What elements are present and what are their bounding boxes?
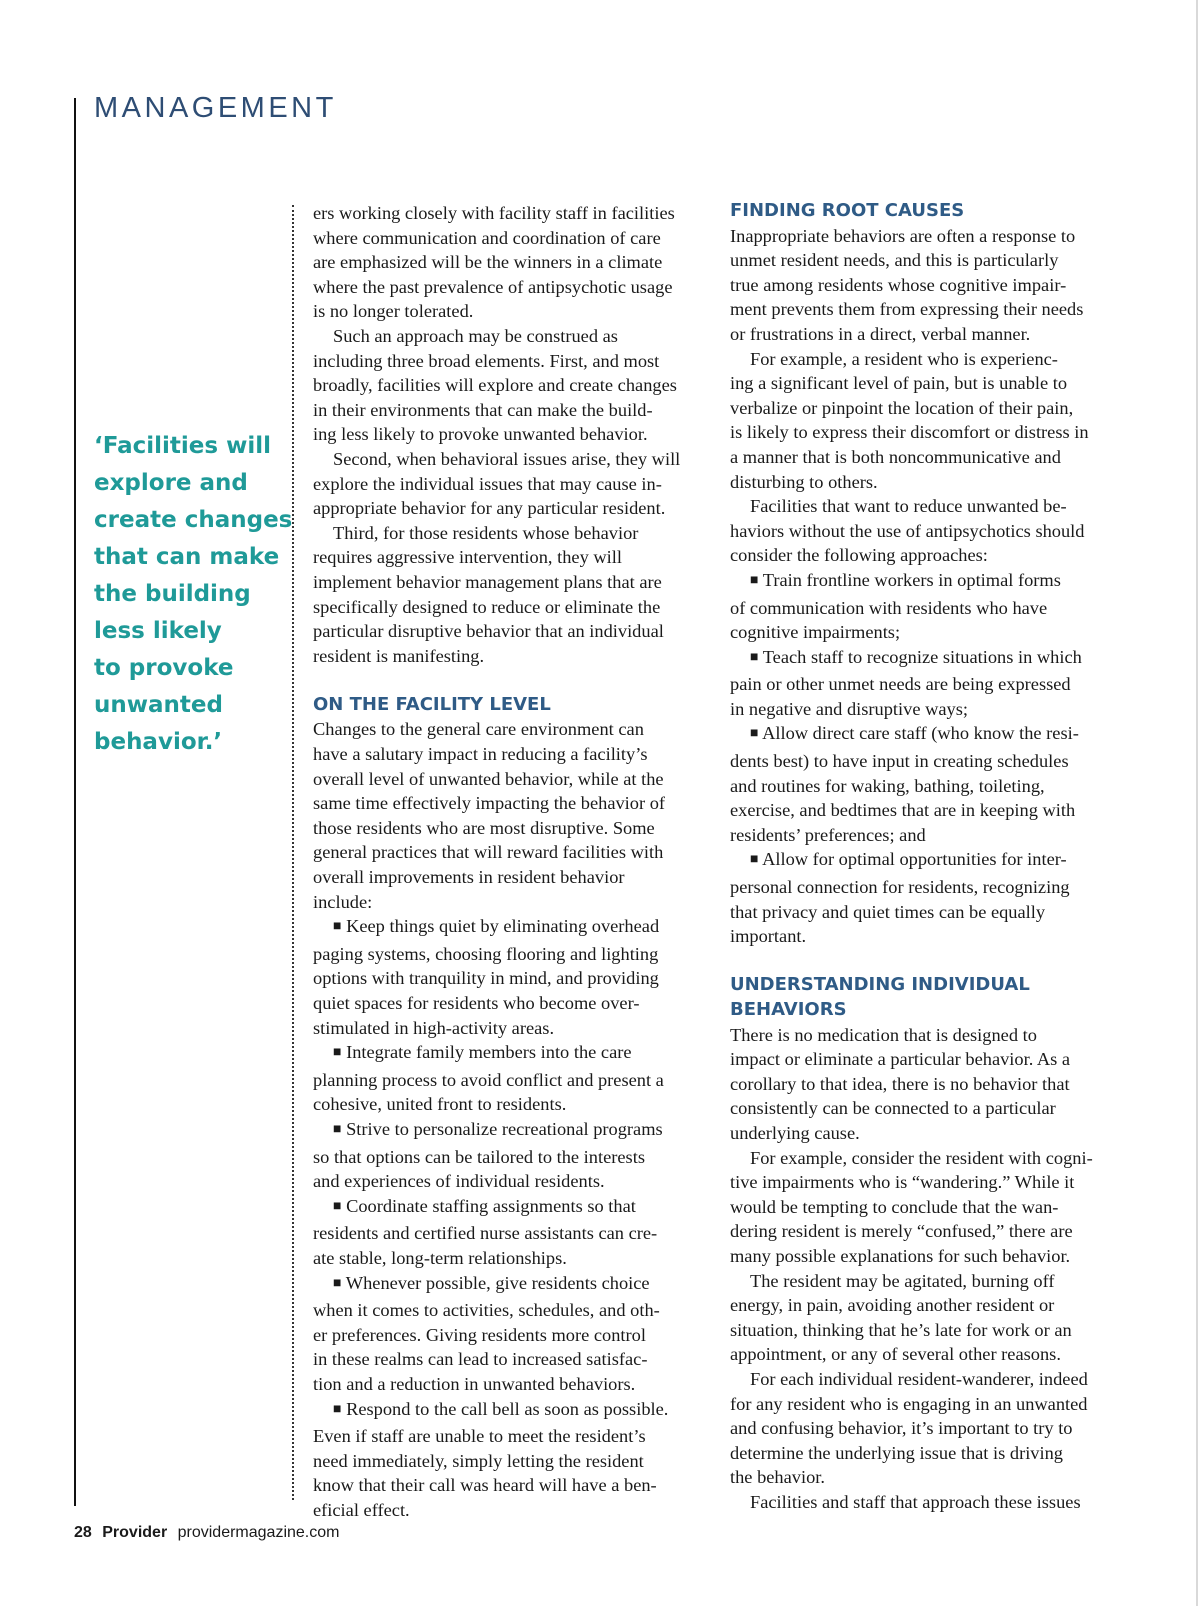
text-line: would be tempting to conclude that the wan- <box>730 1196 1059 1217</box>
paragraph <box>313 717 713 914</box>
text-line: er preferences. Giving residents more control <box>313 1324 646 1345</box>
text-line: specifically designed to reduce or eliminate the <box>313 596 661 617</box>
text-line: pain or other unmet needs are being expressed <box>730 674 1071 695</box>
text-line: resident is manifesting. <box>313 645 485 666</box>
bullet-item <box>730 645 1130 722</box>
text-line: appropriate behavior for any particular resident. <box>313 498 666 519</box>
text-line: ■ Coordinate staffing assignments so that <box>333 1195 636 1216</box>
text-line: ing a significant level of pain, but is unable to <box>730 373 1068 394</box>
text-line: Such an approach may be construed as <box>333 325 618 346</box>
text-line: the building <box>94 581 251 607</box>
paragraph <box>313 447 713 521</box>
column-divider <box>292 205 294 1500</box>
text-line: residents and certified nurse assistants can cre- <box>313 1223 658 1244</box>
text-line: personal connection for residents, recognizing <box>730 877 1070 898</box>
text-line: For example, consider the resident with cogni- <box>750 1147 1093 1168</box>
text-line: overall improvements in resident behavior <box>313 867 625 888</box>
text-line: where the past prevalence of antipsychotic usage <box>313 276 673 297</box>
text-line: consider the following approaches: <box>730 545 988 566</box>
text-line: ■ Allow for optimal opportunities for inter- <box>750 849 1067 870</box>
bullet-marker: ■ <box>333 1045 342 1061</box>
text-line: explore the individual issues that may cause in- <box>313 473 662 494</box>
text-line: general practices that will reward facilities with <box>313 842 664 863</box>
bullet-item <box>313 1040 713 1117</box>
bullet-item <box>730 847 1130 948</box>
text-line: underlying cause. <box>730 1122 860 1143</box>
text-line: broadly, facilities will explore and create changes <box>313 375 677 396</box>
text-line: where communication and coordination of care <box>313 227 661 248</box>
text-line: true among residents whose cognitive impair- <box>730 274 1067 295</box>
heading-line: UNDERSTANDING INDIVIDUAL <box>730 974 1030 996</box>
text-line: corollary to that idea, there is no behavior that <box>730 1073 1070 1094</box>
text-line: ■ Respond to the call bell as soon as possible. <box>333 1398 669 1419</box>
text-line: of communication with residents who have <box>730 597 1048 618</box>
text-line: The resident may be agitated, burning off <box>750 1270 1055 1291</box>
paragraph <box>313 521 713 669</box>
text-line: in these realms can lead to increased satisfac- <box>313 1349 648 1370</box>
text-line: paging systems, choosing flooring and lighting <box>313 943 659 964</box>
paragraph <box>313 201 713 324</box>
text-line: determine the underlying issue that is driving <box>730 1442 1064 1463</box>
text-line: dering resident is merely “confused,” there are <box>730 1221 1073 1242</box>
text-line: and routines for waking, bathing, toileting, <box>730 775 1045 796</box>
text-line: ■ Keep things quiet by eliminating overhead <box>333 916 660 937</box>
text-line: is no longer tolerated. <box>313 301 474 322</box>
text-line: ers working closely with facility staff in facilities <box>313 203 675 223</box>
paragraph <box>313 324 713 447</box>
text-line: Facilities that want to reduce unwanted be- <box>750 496 1067 517</box>
text-line: in their environments that can make the build- <box>313 399 653 420</box>
text-line: Third, for those residents whose behavior <box>333 522 639 543</box>
text-line: include: <box>313 891 373 912</box>
text-line: have a salutary impact in reducing a facility’s <box>313 744 648 765</box>
bullet-marker: ■ <box>750 572 759 588</box>
text-line: exercise, and bedtimes that are in keeping with <box>730 800 1076 821</box>
text-line: Second, when behavioral issues arise, they will <box>333 448 681 469</box>
text-line: ■ Train frontline workers in optimal forms <box>750 569 1061 590</box>
text-line: There is no medication that is designed to <box>730 1024 1037 1045</box>
text-line: need immediately, simply letting the resident <box>313 1450 644 1471</box>
text-line: Inappropriate behaviors are often a response to <box>730 225 1076 246</box>
text-line: create changes <box>94 507 293 533</box>
text-line: energy, in pain, avoiding another resident or <box>730 1295 1055 1316</box>
paragraph <box>730 347 1130 495</box>
text-line: unwanted <box>94 692 223 718</box>
paragraph <box>730 224 1130 347</box>
text-line: that privacy and quiet times can be equally <box>730 901 1046 922</box>
text-line: and experiences of individual residents. <box>313 1171 605 1192</box>
text-line: implement behavior management plans that are <box>313 571 662 592</box>
text-line: same time effectively impacting the behavior of <box>313 793 666 814</box>
text-line: Changes to the general care environment can <box>313 719 644 740</box>
bullet-item <box>313 914 713 1040</box>
text-line: particular disruptive behavior that an individual <box>313 621 664 642</box>
magazine-url: providermagazine.com <box>177 1524 340 1541</box>
paragraph <box>730 1269 1130 1367</box>
pull-quote <box>94 428 293 761</box>
text-line: verbalize or pinpoint the location of their pain, <box>730 397 1074 418</box>
text-line: ■ Strive to personalize recreational programs <box>333 1118 663 1139</box>
text-line: is likely to express their discomfort or distress in <box>730 422 1089 443</box>
bullet-item <box>313 1194 713 1271</box>
bullet-marker: ■ <box>750 726 759 742</box>
bullet-marker: ■ <box>750 852 759 868</box>
text-line: to provoke <box>94 655 234 681</box>
text-line: many possible explanations for such behavior. <box>730 1245 1071 1266</box>
text-line: consistently can be connected to a particular <box>730 1098 1056 1119</box>
text-line: options with tranquility in mind, and providing <box>313 968 659 989</box>
text-line: For example, a resident who is experienc- <box>750 348 1058 369</box>
article-column-2 <box>730 199 1130 1514</box>
text-line: ■ Integrate family members into the care <box>333 1042 632 1063</box>
text-line: dents best) to have input in creating schedules <box>730 751 1069 772</box>
text-line: ing less likely to provoke unwanted behavior. <box>313 424 648 445</box>
bullet-item <box>313 1397 713 1523</box>
text-line: unmet resident needs, and this is particularly <box>730 250 1059 271</box>
text-line: residents’ preferences; and <box>730 824 926 845</box>
text-line: including three broad elements. First, and most <box>313 350 660 371</box>
page-number: 28 <box>74 1524 92 1541</box>
bullet-marker: ■ <box>333 1121 342 1137</box>
bullet-marker: ■ <box>750 649 759 665</box>
section-label: MANAGEMENT <box>94 92 337 124</box>
page-edge <box>1196 0 1198 1606</box>
text-line: less likely <box>94 618 222 644</box>
text-line: disturbing to others. <box>730 471 878 492</box>
paragraph <box>730 1367 1130 1490</box>
text-line: are emphasized will be the winners in a climate <box>313 252 663 273</box>
text-line: impact or eliminate a particular behavior. As a <box>730 1049 1071 1070</box>
text-line: that can make <box>94 544 280 570</box>
text-line: ate stable, long-term relationships. <box>313 1247 567 1268</box>
subheading-facility-level: ON THE FACILITY LEVEL <box>313 693 551 715</box>
text-line: cohesive, united front to residents. <box>313 1094 567 1115</box>
text-line: requires aggressive intervention, they will <box>313 547 622 568</box>
text-line: important. <box>730 926 807 947</box>
text-line: those residents who are most disruptive. Some <box>313 817 655 838</box>
subheading-individual-behaviors <box>730 973 1130 1022</box>
text-line: know that their call was heard will have a ben- <box>313 1475 657 1496</box>
text-line: planning process to avoid conflict and present a <box>313 1069 664 1090</box>
paragraph <box>730 1146 1130 1269</box>
text-line: eficial effect. <box>313 1499 410 1520</box>
text-line: for any resident who is engaging in an unwanted <box>730 1393 1088 1414</box>
bullet-item <box>313 1271 713 1397</box>
magazine-name: Provider <box>102 1524 168 1541</box>
text-line: and confusing behavior, it’s important to try to <box>730 1418 1073 1439</box>
page-footer <box>74 1524 339 1542</box>
text-line: situation, thinking that he’s late for work or an <box>730 1319 1072 1340</box>
text-line: cognitive impairments; <box>730 622 901 643</box>
text-line: quiet spaces for residents who become over- <box>313 993 640 1013</box>
text-line: ■ Whenever possible, give residents choice <box>333 1272 650 1293</box>
article-column-1 <box>313 201 713 1522</box>
text-line: Facilities and staff that approach these issues <box>750 1491 1081 1512</box>
text-line: tion and a reduction in unwanted behaviors. <box>313 1373 636 1394</box>
text-line: the behavior. <box>730 1467 825 1488</box>
text-line: explore and <box>94 470 248 496</box>
text-line: overall level of unwanted behavior, while at the <box>313 768 664 789</box>
text-line: For each individual resident-wanderer, indeed <box>750 1368 1088 1389</box>
bullet-item <box>730 568 1130 645</box>
bullet-item <box>313 1117 713 1194</box>
text-line: ‘Facilities will <box>94 433 271 459</box>
text-line: in negative and disruptive ways; <box>730 698 969 719</box>
text-line: appointment, or any of several other reasons. <box>730 1344 1061 1365</box>
paragraph <box>730 494 1130 568</box>
text-line: when it comes to activities, schedules, and oth- <box>313 1300 660 1321</box>
bullet-item <box>730 721 1130 847</box>
subheading-root-causes: FINDING ROOT CAUSES <box>730 200 965 221</box>
paragraph <box>730 1490 1130 1515</box>
text-line: behavior.’ <box>94 729 223 755</box>
text-line: so that options can be tailored to the interests <box>313 1146 645 1167</box>
paragraph <box>730 1023 1130 1146</box>
text-line: ment prevents them from expressing their needs <box>730 299 1084 320</box>
text-line: ■ Allow direct care staff (who know the resi- <box>750 723 1079 744</box>
text-line: a manner that is both noncommunicative and <box>730 446 1061 467</box>
bullet-marker: ■ <box>333 919 342 935</box>
text-line: Even if staff are unable to meet the resident’s <box>313 1426 646 1447</box>
text-line: haviors without the use of antipsychotics should <box>730 520 1085 541</box>
section-rule <box>74 98 76 1506</box>
bullet-marker: ■ <box>333 1198 342 1214</box>
text-line: stimulated in high-activity areas. <box>313 1017 555 1038</box>
text-line: tive impairments who is “wandering.” While it <box>730 1172 1075 1193</box>
bullet-marker: ■ <box>333 1275 342 1291</box>
text-line: or frustrations in a direct, verbal manner. <box>730 323 1031 344</box>
heading-line: BEHAVIORS <box>730 999 847 1020</box>
text-line: ■ Teach staff to recognize situations in which <box>750 646 1082 667</box>
bullet-marker: ■ <box>333 1401 342 1417</box>
